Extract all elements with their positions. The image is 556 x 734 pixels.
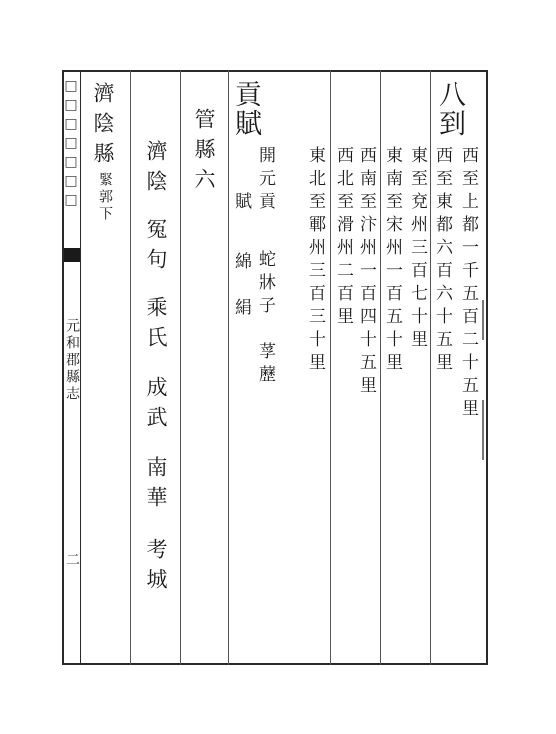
bottom-border bbox=[62, 663, 486, 665]
edge-mark bbox=[482, 400, 484, 460]
text-line: 西北至滑州二百里 bbox=[333, 146, 353, 330]
col-divider-2 bbox=[180, 70, 181, 665]
text-line: 東南至宋州一百五十里 bbox=[382, 146, 402, 376]
text-line: 西至上都一千五百二十五里 bbox=[458, 146, 478, 422]
county-name: 南華 bbox=[144, 456, 168, 516]
county-rank-note: 緊郭下 bbox=[97, 172, 113, 223]
county-name: 濟陰 bbox=[144, 140, 168, 200]
spine-page-number: 二 bbox=[64, 552, 80, 569]
spine-book-title: 元和郡縣志 bbox=[64, 318, 80, 403]
text-line: 開元貢 bbox=[255, 146, 275, 215]
heading-jiyin-county: 濟陰縣 bbox=[91, 82, 115, 172]
county-name: 成武 bbox=[144, 376, 168, 436]
text-line: 東至兗州三百七十里 bbox=[407, 146, 427, 353]
text-line: 西至東都六百六十五里 bbox=[432, 146, 452, 376]
top-border bbox=[62, 70, 486, 72]
spine-top-box: □□□□□□□ bbox=[63, 78, 79, 211]
col-divider-4 bbox=[330, 70, 331, 665]
county-name: 乘氏 bbox=[144, 296, 168, 356]
tax-items: 綿 絹 bbox=[231, 252, 251, 321]
col-divider-1 bbox=[130, 70, 131, 665]
right-border bbox=[486, 70, 488, 665]
heading-counties: 管縣六 bbox=[192, 108, 216, 198]
text-line: 西南至汴州一百四十五里 bbox=[356, 146, 376, 399]
heading-eight-directions: 八到 bbox=[434, 80, 465, 138]
text-line: 賦 bbox=[231, 192, 251, 215]
spine-fishtail-mark bbox=[64, 248, 80, 262]
tribute-items: 蛇牀子 莩藶 bbox=[255, 250, 275, 388]
edge-mark bbox=[482, 300, 484, 340]
col-divider-5 bbox=[380, 70, 381, 665]
col-divider-6 bbox=[430, 70, 431, 665]
county-name: 考城 bbox=[144, 538, 168, 598]
text-line: 東北至鄆州三百三十里 bbox=[305, 146, 325, 376]
spine-line-inner bbox=[80, 70, 81, 665]
heading-tribute: 貢賦 bbox=[230, 80, 261, 138]
col-divider-3 bbox=[228, 70, 229, 665]
county-name: 冤句 bbox=[144, 218, 168, 278]
